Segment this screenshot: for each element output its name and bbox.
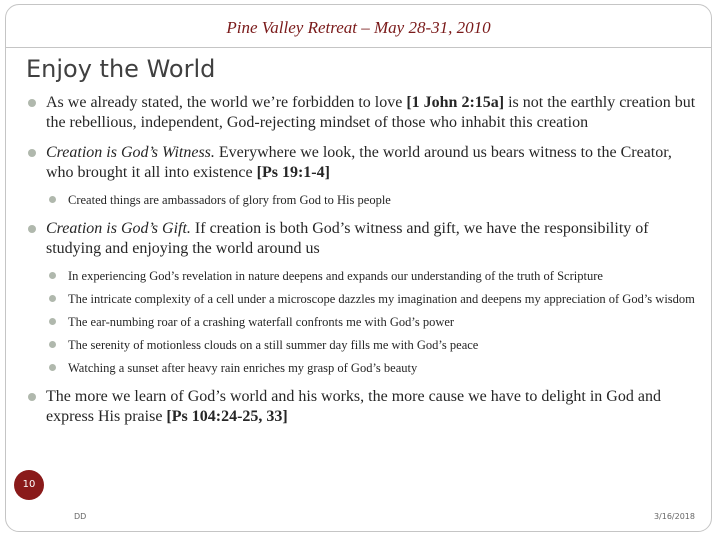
footer-date: 3/16/2018: [653, 512, 695, 521]
item-lead: Creation is God’s Witness.: [46, 144, 215, 161]
item-text: Everywhere we look, the world around us bears witness to the Creator, who brought it all into existence: [46, 144, 672, 181]
bullet-icon: [28, 99, 36, 107]
bullet-list: [26, 93, 696, 427]
sub-list-item: [46, 336, 696, 354]
sub-item-text: The serenity of motionless clouds on a still summer day fills me with God’s peace: [68, 338, 479, 352]
sub-list-item: [46, 267, 696, 285]
bullet-icon: [49, 295, 56, 302]
sub-list-item: [46, 290, 696, 308]
slide-title: Enjoy the World: [26, 55, 216, 83]
scripture-reference: [Ps 19:1-4]: [256, 164, 330, 181]
list-item: [26, 219, 696, 377]
slide-content: [26, 93, 696, 437]
sub-list-item: [46, 359, 696, 377]
scripture-reference: [Ps 104:24-25, 33]: [166, 408, 288, 425]
bullet-icon: [28, 149, 36, 157]
bullet-icon: [28, 393, 36, 401]
item-text-after: is not the earthly creation but the rebellious, independent, God-rejecting mindset of those who inhabit this creation: [46, 94, 696, 131]
slide-header: [5, 4, 712, 48]
sub-item-text: The ear-numbing roar of a crashing waterfall confronts me with God’s power: [68, 315, 455, 329]
bullet-icon: [28, 225, 36, 233]
item-text: As we already stated, the world we’re forbidden to love: [46, 94, 407, 111]
list-item: [26, 143, 696, 209]
sub-item-text: In experiencing God’s revelation in nature deepens and expands our understanding of the truth of Scripture: [68, 269, 603, 283]
sub-list: [46, 267, 696, 377]
sub-list-item: [46, 191, 696, 209]
list-item: [26, 387, 696, 427]
item-lead: Creation is God’s Gift.: [46, 220, 191, 237]
bullet-icon: [49, 196, 56, 203]
page-number-badge: 10: [14, 470, 44, 500]
header-text: Pine Valley Retreat – May 28-31, 2010: [226, 18, 491, 37]
sub-item-text: Created things are ambassadors of glory from God to His people: [68, 193, 391, 207]
sub-item-text: Watching a sunset after heavy rain enriches my grasp of God’s beauty: [68, 361, 418, 375]
bullet-icon: [49, 364, 56, 371]
item-text: If creation is both God’s witness and gift, we have the responsibility of studying and enjoying the world around us: [46, 220, 649, 257]
bullet-icon: [49, 318, 56, 325]
item-text: The more we learn of God’s world and his works, the more cause we have to delight in God and express His praise: [46, 388, 661, 425]
sub-list-item: [46, 313, 696, 331]
list-item: [26, 93, 696, 133]
bullet-icon: [49, 341, 56, 348]
sub-list: [46, 191, 696, 209]
footer-author: DD: [74, 512, 87, 521]
scripture-reference: [1 John 2:15a]: [406, 94, 505, 111]
sub-item-text: The intricate complexity of a cell under a microscope dazzles my imagination and deepens my appreciation of God’s wisdom: [68, 292, 695, 306]
bullet-icon: [49, 272, 56, 279]
